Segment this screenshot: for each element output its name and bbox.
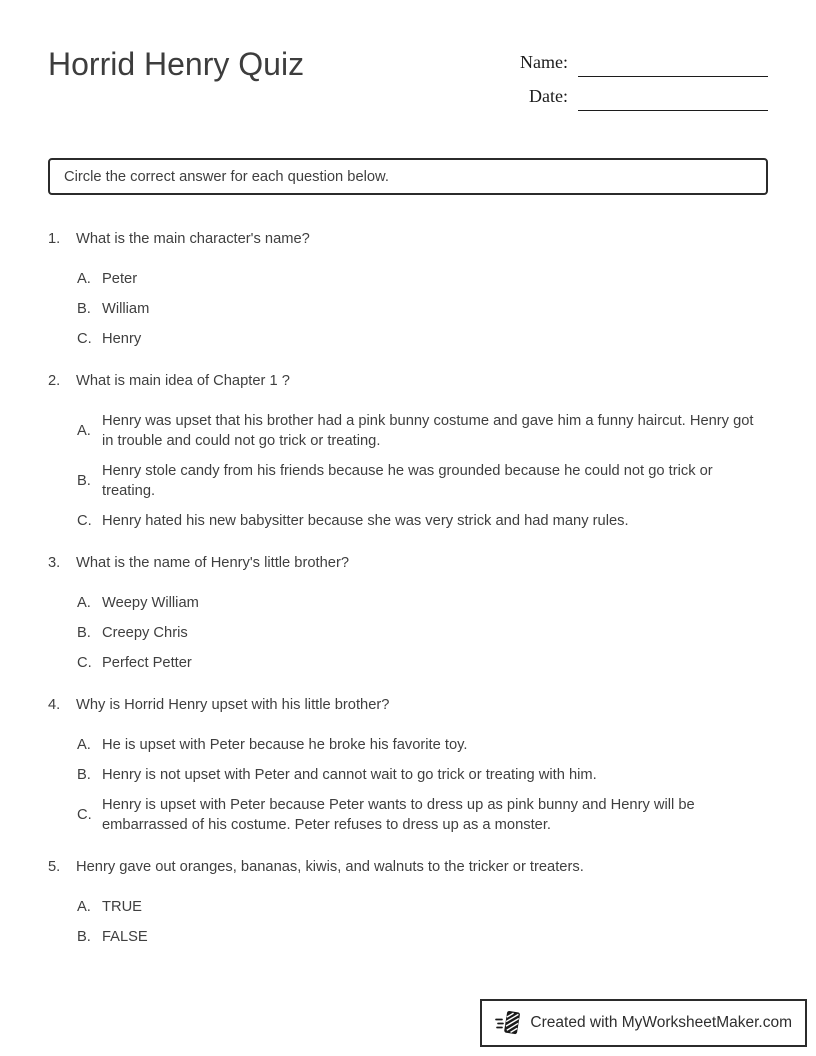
answer-option — [77, 329, 768, 349]
option-text: Creepy Chris — [102, 625, 188, 641]
option-list — [48, 411, 768, 531]
question-number: 2. — [48, 373, 61, 389]
option-text: Henry stole candy from his friends because he was grounded because he could not go trick or treating. — [102, 463, 713, 499]
page-title: Horrid Henry Quiz — [48, 46, 305, 82]
question-head — [48, 371, 768, 391]
answer-option — [77, 299, 768, 319]
question-number: 5. — [48, 859, 61, 875]
header-fields — [520, 46, 768, 107]
answer-option — [77, 461, 768, 501]
name-blank-line — [578, 76, 768, 77]
option-text: TRUE — [102, 899, 142, 915]
question-number: 4. — [48, 697, 61, 713]
option-letter: B. — [77, 767, 91, 783]
question-head — [48, 229, 768, 249]
option-list — [48, 593, 768, 673]
option-text: He is upset with Peter because he broke his favorite toy. — [102, 737, 468, 753]
question-text: What is main idea of Chapter 1 ? — [76, 373, 290, 389]
option-text: Henry — [102, 331, 142, 347]
option-text: William — [102, 301, 150, 317]
question-text: What is the name of Henry's little brother? — [76, 555, 350, 571]
footer-credit-box — [480, 999, 807, 1047]
flying-worksheet-icon — [495, 1008, 521, 1038]
option-list — [48, 269, 768, 349]
name-label: Name: — [520, 52, 568, 72]
option-text: Weepy William — [102, 595, 199, 611]
option-letter: C. — [77, 331, 92, 347]
answer-option — [77, 511, 768, 531]
question-number: 1. — [48, 231, 61, 247]
instructions-text: Circle the correct answer for each question below. — [64, 168, 389, 185]
question-text: Henry gave out oranges, bananas, kiwis, and walnuts to the tricker or treaters. — [76, 859, 584, 875]
option-letter: A. — [77, 423, 91, 439]
answer-option — [77, 927, 768, 947]
question — [48, 229, 768, 349]
option-list — [48, 897, 768, 947]
date-label: Date: — [529, 86, 568, 106]
name-field-row — [520, 52, 768, 73]
option-letter: C. — [77, 807, 92, 823]
option-text: Perfect Petter — [102, 655, 192, 671]
date-blank-line — [578, 110, 768, 111]
option-letter: C. — [77, 655, 92, 671]
question-head — [48, 553, 768, 573]
option-text: Henry was upset that his brother had a pink bunny costume and gave him a funny haircut. Henry got in trouble and could not go trick or treating. — [102, 413, 754, 449]
question-number: 3. — [48, 555, 61, 571]
question — [48, 695, 768, 835]
worksheet-header — [48, 46, 768, 107]
option-letter: C. — [77, 513, 92, 529]
question-list — [48, 229, 768, 947]
answer-option — [77, 623, 768, 643]
answer-option — [77, 765, 768, 785]
answer-option — [77, 735, 768, 755]
answer-option — [77, 593, 768, 613]
option-letter: A. — [77, 595, 91, 611]
question-head — [48, 857, 768, 877]
date-field-row — [520, 86, 768, 107]
option-text: Peter — [102, 271, 138, 287]
option-text: Henry hated his new babysitter because she was very strick and had many rules. — [102, 513, 629, 529]
instructions-box — [48, 158, 768, 195]
question — [48, 371, 768, 531]
option-letter: A. — [77, 899, 91, 915]
option-text: FALSE — [102, 929, 148, 945]
option-text: Henry is not upset with Peter and cannot wait to go trick or treating with him. — [102, 767, 597, 783]
option-letter: B. — [77, 473, 91, 489]
option-letter: A. — [77, 737, 91, 753]
answer-option — [77, 411, 768, 451]
question — [48, 553, 768, 673]
option-letter: B. — [77, 625, 91, 641]
answer-option — [77, 795, 768, 835]
answer-option — [77, 653, 768, 673]
footer-credit-text: Created with MyWorksheetMaker.com — [530, 1014, 792, 1031]
option-letter: B. — [77, 929, 91, 945]
answer-option — [77, 269, 768, 289]
option-letter: A. — [77, 271, 91, 287]
answer-option — [77, 897, 768, 917]
option-letter: B. — [77, 301, 91, 317]
option-list — [48, 735, 768, 835]
question-text: Why is Horrid Henry upset with his little brother? — [76, 697, 390, 713]
question — [48, 857, 768, 947]
option-text: Henry is upset with Peter because Peter wants to dress up as pink bunny and Henry will be embarrassed of his costume. Peter refuses to dress up as a monster. — [102, 797, 695, 833]
question-text: What is the main character's name? — [76, 231, 310, 247]
question-head — [48, 695, 768, 715]
